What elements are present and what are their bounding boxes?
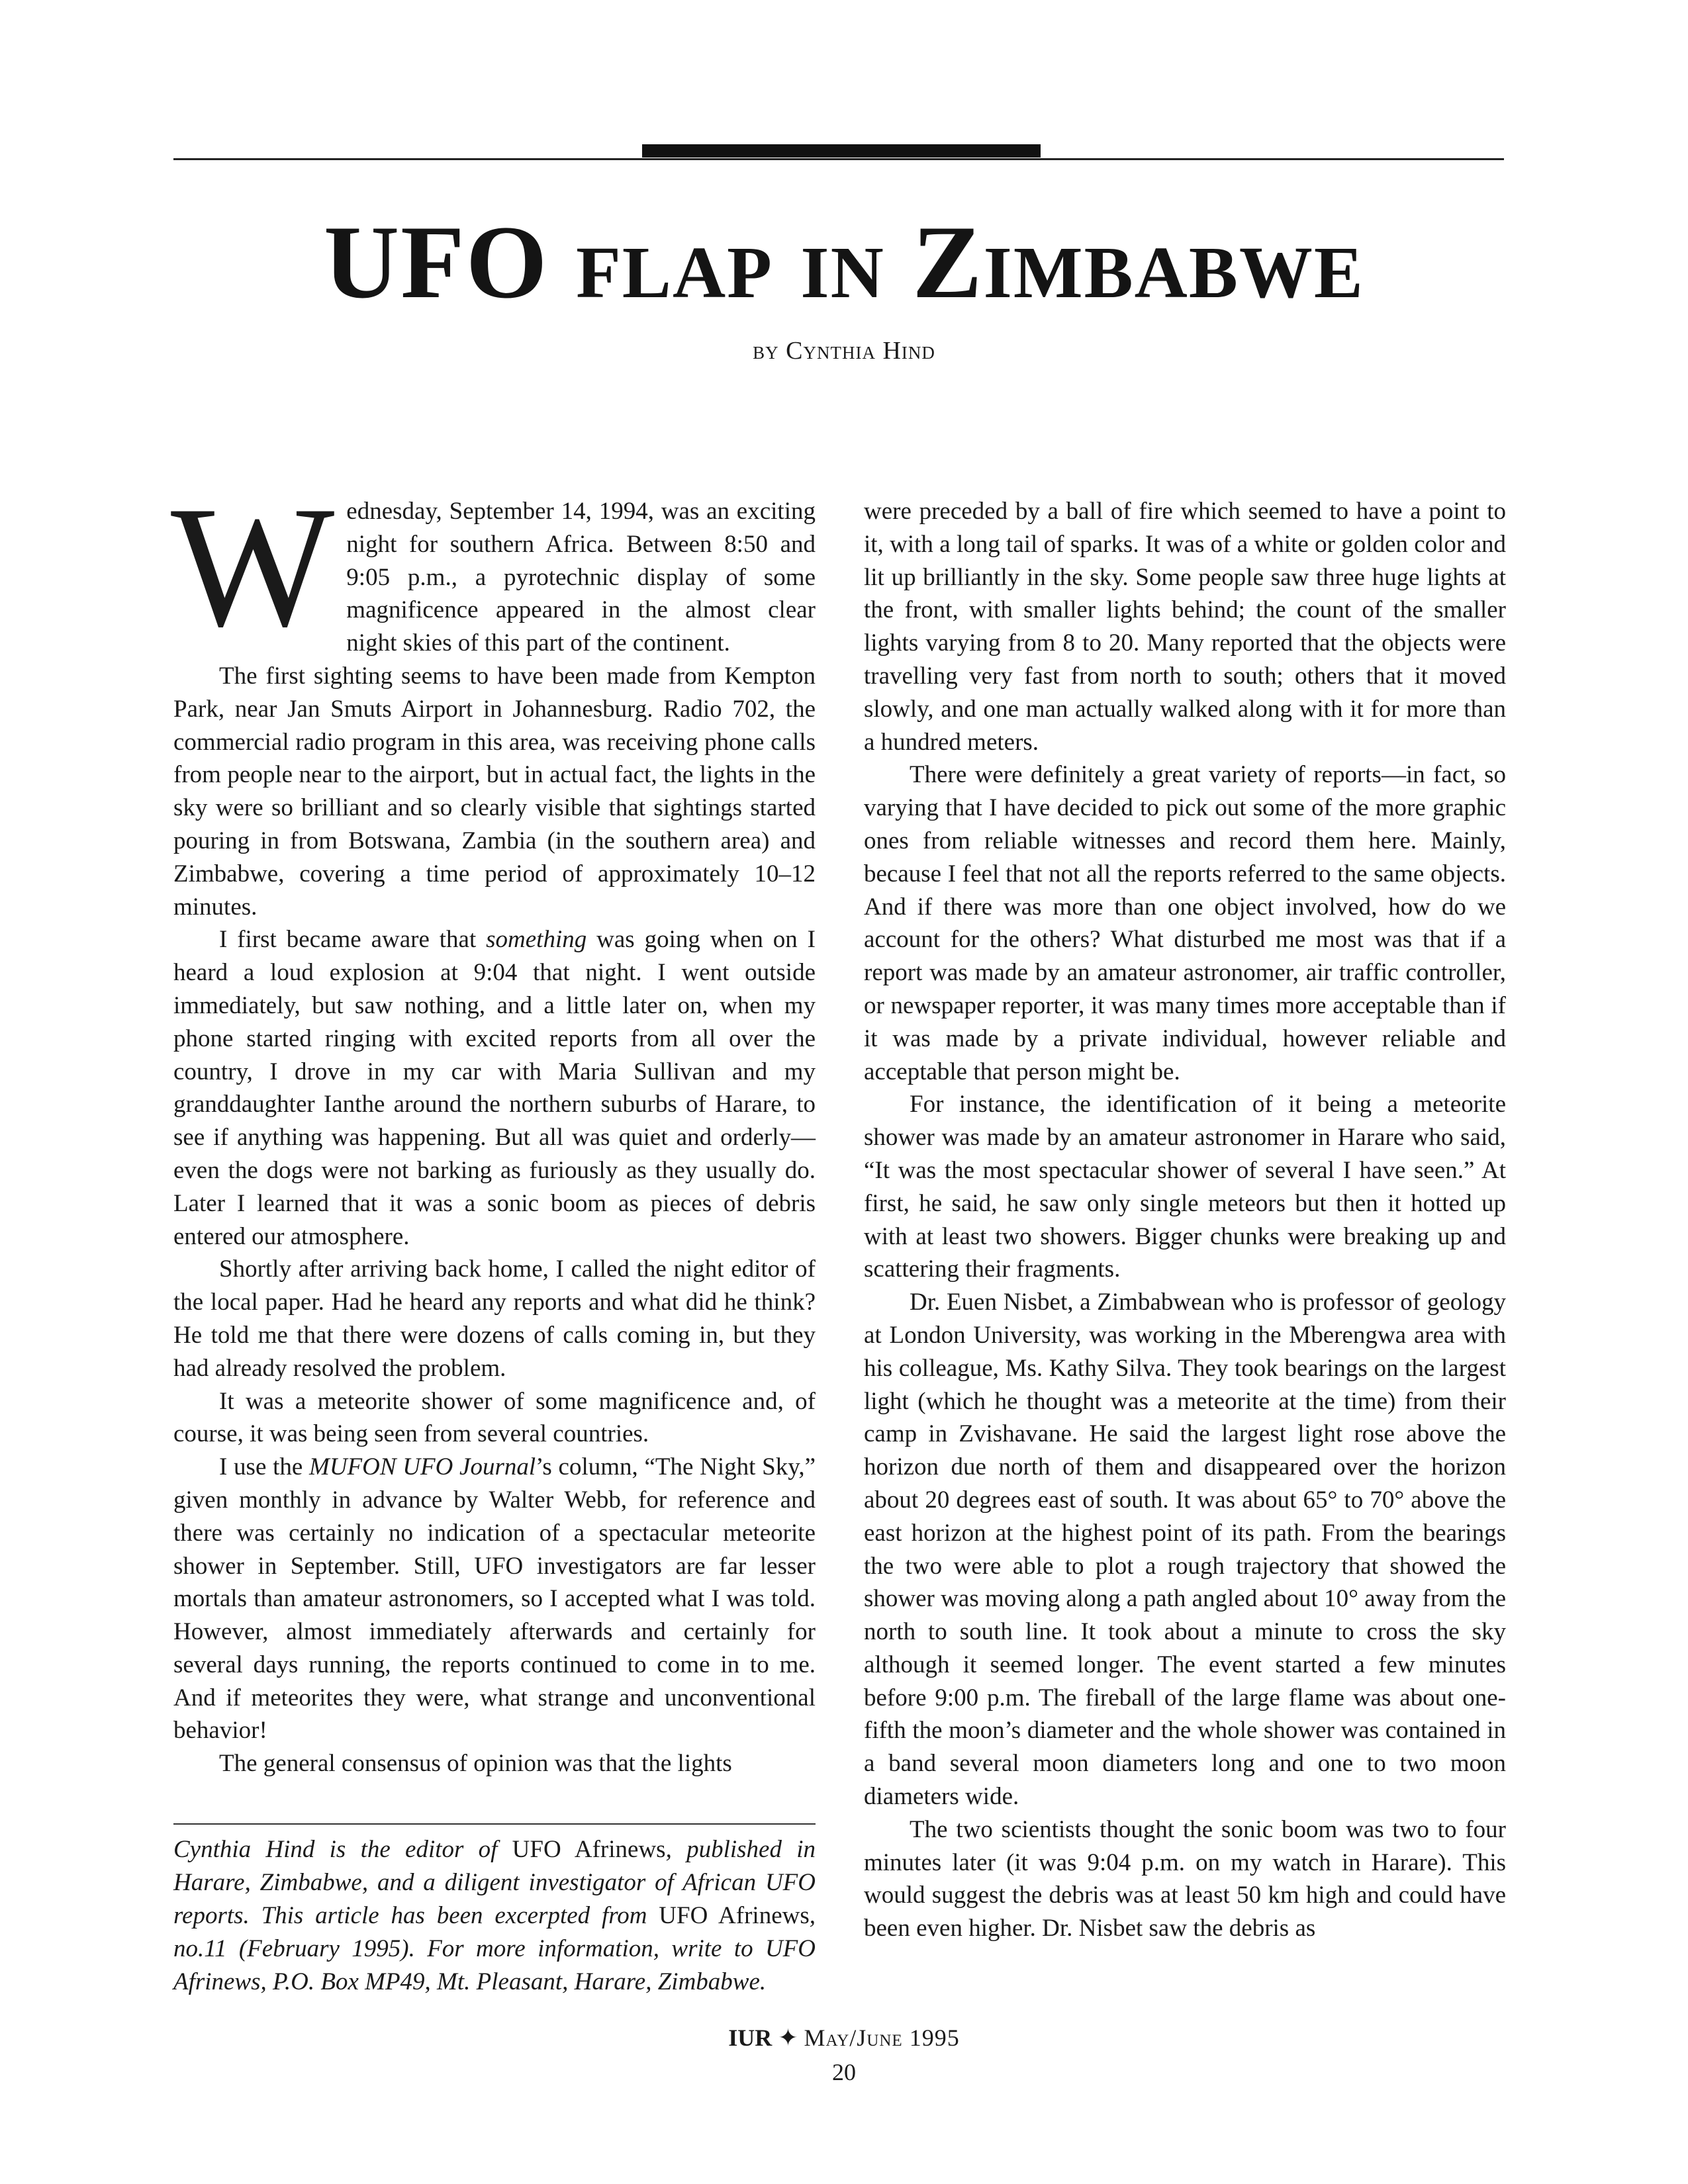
paragraph-9: There were definitely a great variety of reports—in fact, so varying that I have decided to pick out some of the more graphic ones from reliable witnesses and record them here. Mainly, because I feel that not all the reports referred to the same objects. And if there was more than one object involved, how do we account for the others? What disturbed me most was that if a report was made by an amateur astronomer, air traffic controller, or newspaper reporter, it was many times more acceptable than if it was made by a private individual, however reliable and acceptable that person might be.: [864, 761, 1506, 1085]
paragraph-4: Shortly after arriving back home, I called the night editor of the local paper. Had he heard any reports and what did he think? He told me that there were dozens of calls coming in, but they had already resolved the problem.: [173, 1255, 816, 1382]
page-footer: [0, 2024, 1688, 2052]
paragraph-6: I use the MUFON UFO Journal’s column, “The Night Sky,” given monthly in advance by Walter Webb, for reference and there was certainly no indication of a spectacular meteorite shower in September. Still, UFO investigators are far lesser mortals than amateur astronomers, so I accepted what I was told. However, almost immediately afterwards and certainly for several days running, the reports continued to come in to me. And if meteorites they were, what strange and unconventional behavior!: [173, 1453, 816, 1745]
header-rule: [173, 158, 1504, 160]
issue-date: May/June 1995: [804, 2025, 960, 2051]
header-bar: [642, 144, 1041, 158]
paragraph-5: It was a meteorite shower of some magnificence and, of course, it was being seen from several countries.: [173, 1387, 816, 1448]
magazine-name: IUR: [728, 2025, 773, 2051]
paragraph-2: The first sighting seems to have been made from Kempton Park, near Jan Smuts Airport in Johannesburg. Radio 702, the commercial radio program in this area, was receiving phone calls from people near to the airport, but in actual fact, the lights in the sky were so brilliant and so clearly visible that sightings started pouring in from Botswana, Zambia (in the southern area) and Zimbabwe, covering a time period of approximately 10–12 minutes.: [173, 662, 816, 921]
right-column: [864, 495, 1506, 1945]
drop-cap: W: [171, 471, 335, 662]
paragraph-11: Dr. Euen Nisbet, a Zimbabwean who is professor of geology at London University, was working in the Mberengwa area with his colleague, Ms. Kathy Silva. They took bearings on the largest light (which he thought was a meteorite at the time) from their camp in Zvishavane. He said the largest light rose above the horizon due north of them and disappeared over the horizon about 20 degrees east of south. It was about 65° to 70° above the east horizon at the highest point of its path. From the bearings the two were able to plot a rough trajectory that showed the shower was moving along a path angled about 10° away from the north to south line. It took about a minute to cross the sky although it seemed longer. The event started a few minutes before 9:00 p.m. The fireball of the large flame was about one-fifth the moon’s diameter and the whole shower was contained in a band several moon diameters long and one to two moon diameters wide.: [864, 1289, 1506, 1811]
paragraph-1: Wednesday, September 14, 1994, was an exciting night for southern Africa. Between 8:50 and 9:05 p.m., a pyrotechnic display of some magnificence appeared in the almost clear night skies of this part of the continent.: [171, 471, 816, 662]
note-rule: [173, 1823, 816, 1825]
article-title: UFO flap in Zimbabwe: [324, 205, 1364, 320]
author-note: Cynthia Hind is the editor of UFO Afrinews, published in Harare, Zimbabwe, and a diligent investigator of African UFO reports. This article has been excerpted from UFO Afrinews, no.11 (February 1995). For more information, write to UFO Afrinews, P.O. Box MP49, Mt. Pleasant, Harare, Zimbabwe.: [173, 1836, 816, 1995]
left-column: [171, 471, 816, 1780]
footer-separator: ✦: [778, 2025, 798, 2051]
page-number: 20: [832, 2059, 856, 2085]
article-byline: by Cynthia Hind: [753, 337, 935, 365]
paragraph-12: The two scientists thought the sonic boom was two to four minutes later (it was 9:04 p.m. on my watch in Harare). This would suggest the debris was at least 50 km high and could have been even higher. Dr. Nisbet saw the debris as: [864, 1815, 1506, 1942]
paragraph-10: For instance, the identification of it being a meteorite shower was made by an amateur astronomer in Harare who said, “It was the most spectacular shower of several I have seen.” At first, he said, he saw only single meteors but then it hotted up with at least two showers. Bigger chunks were breaking up and scattering their fragments.: [864, 1091, 1506, 1283]
paragraph-3: I first became aware that something was going when on I heard a loud explosion at 9:04 that night. I went outside immediately, but saw nothing, and a little later on, when my phone started ringing with excited reports from all over the country, I drove in my car with Maria Sullivan and my granddaughter Ianthe around the northern suburbs of Harare, to see if anything was happening. But all was quiet and orderly—even the dogs were not barking as furiously as they usually do. Later I learned that it was a sonic boom as pieces of debris entered our atmosphere.: [173, 926, 816, 1250]
paragraph-8: were preceded by a ball of fire which seemed to have a point to it, with a long tail of sparks. It was of a white or golden color and lit up brilliantly in the sky. Some people saw three huge lights at the front, with smaller lights behind; the count of the smaller lights varying from 8 to 20. Many reported that the objects were travelling very fast from north to south; others that it moved slowly, and one man actually walked along with it for more than a hundred meters.: [864, 498, 1506, 756]
paragraph-7: The general consensus of opinion was that the lights: [219, 1750, 732, 1778]
